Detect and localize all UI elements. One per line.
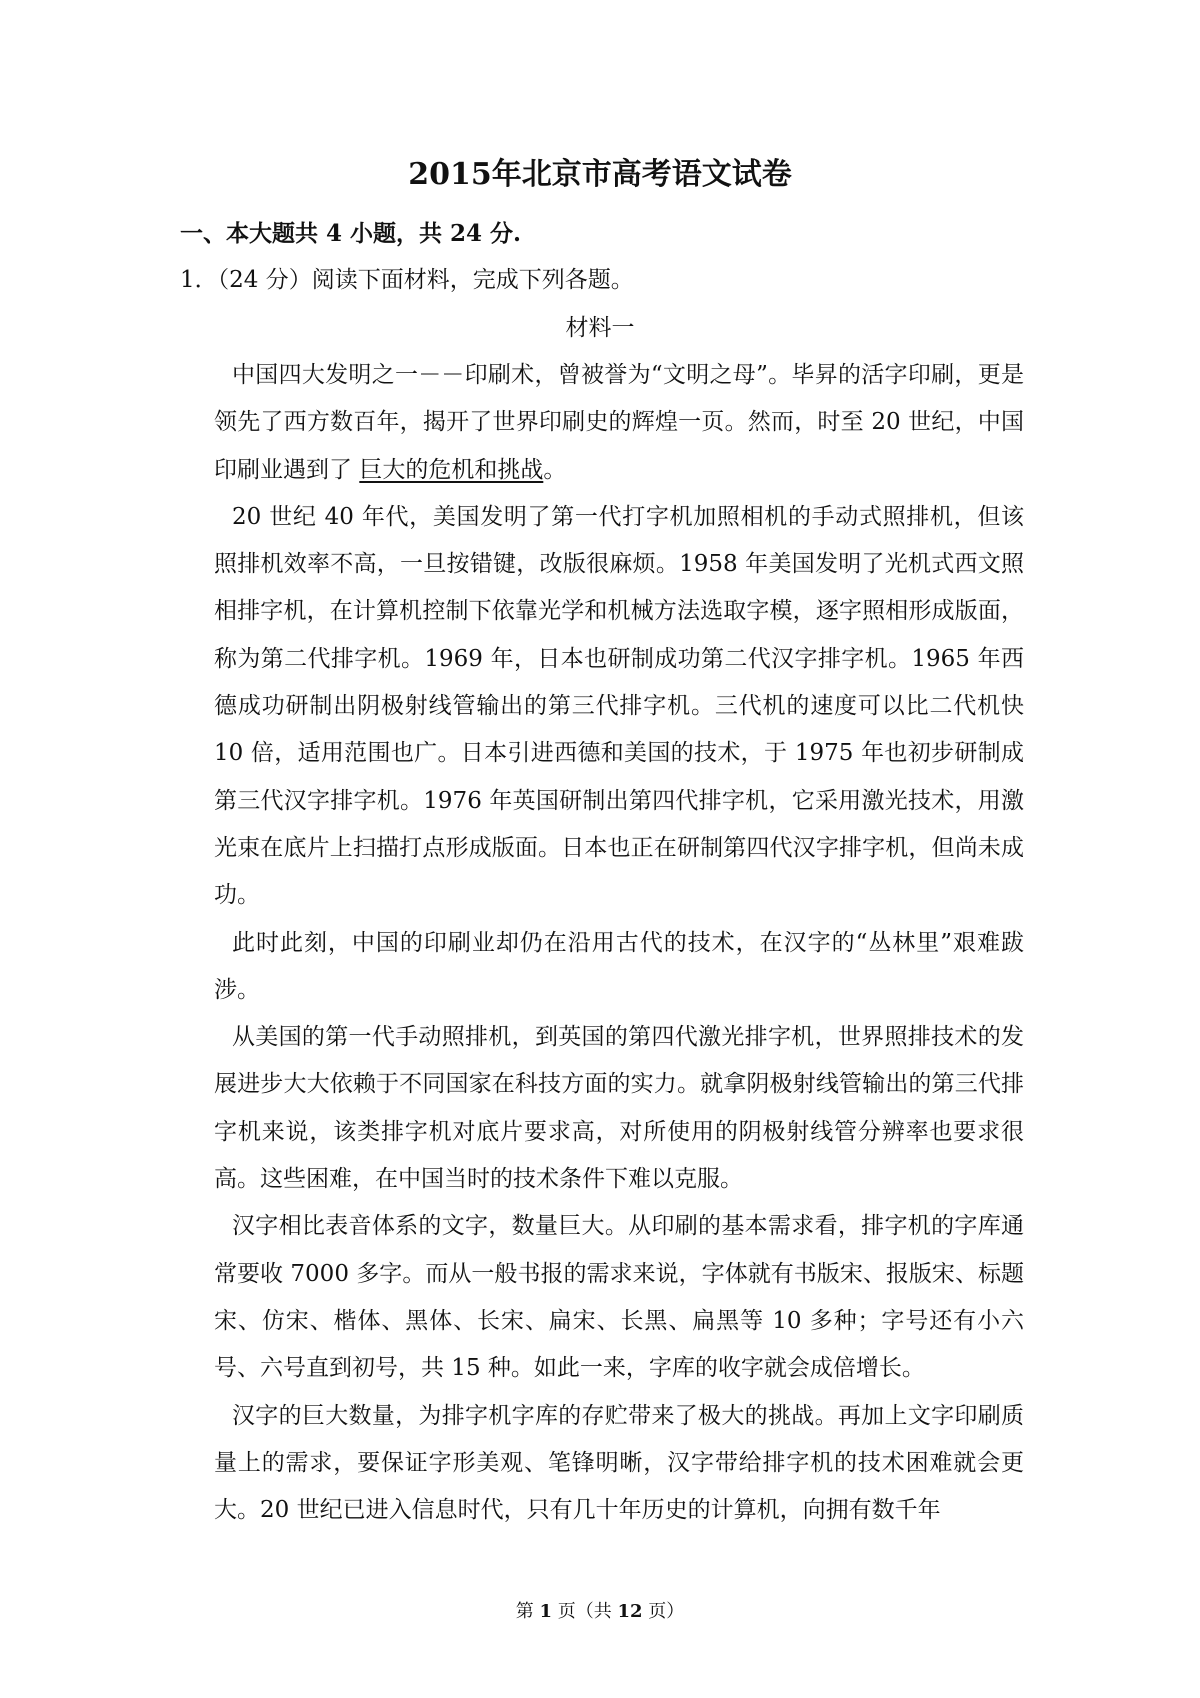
paragraph-1	[214, 352, 1024, 494]
footer-suffix: 页）	[642, 1601, 685, 1622]
section-heading: 一、本大题共 4 小题，共 24 分.	[180, 220, 522, 247]
exam-title: 2015年北京市高考语文试卷	[408, 157, 792, 192]
paragraph-1-after: 。	[543, 456, 567, 483]
material-body	[214, 352, 1024, 1534]
paragraph-5: 汉字相比表音体系的文字，数量巨大。从印刷的基本需求看，排字机的字库通常要收 7000 多字。而从一般书报的需求来说，字体就有书版宋、报版宋、标题宋、仿宋、楷体、黑体、长宋、扁宋、长黑、扁黑等 10 多种；字号还有小六号、六号直到初号，共 15 种。如此一来，字库的收字就会成倍增长。	[214, 1213, 1024, 1382]
page-footer	[0, 1600, 1200, 1624]
footer-prefix: 第	[515, 1601, 540, 1622]
footer-page-number: 1	[539, 1601, 552, 1622]
paragraph-2: 20 世纪 40 年代，美国发明了第一代打字机加照相机的手动式照排机，但该照排机效率不高，一旦按错键，改版很麻烦。1958 年美国发明了光机式西文照相排字机，在计算机控制下依靠光学和机械方法选取字模，逐字照相形成版面，称为第二代排字机。1969 年，日本也研制成功第二代汉字排字机。1965 年西德成功研制出阴极射线管输出的第三代排字机。三代机的速度可以比二代机快 10 倍，适用范围也广。日本引进西德和美国的技术，于 1975 年也初步研制成第三代汉字排字机。1976 年英国研制出第四代排字机，它采用激光技术，用激光束在底片上扫描打点形成版面。日本也正在研制第四代汉字排字机，但尚未成功。	[214, 503, 1024, 909]
paragraph-3: 此时此刻，中国的印刷业却仍在沿用古代的技术，在汉字的“丛林里”艰难跋涉。	[214, 929, 1024, 1003]
footer-middle: 页（共	[552, 1601, 618, 1622]
material-label: 材料一	[565, 315, 635, 341]
paragraph-4: 从美国的第一代手动照排机，到英国的第四代激光排字机，世界照排技术的发展进步大大依赖于不同国家在科技方面的实力。就拿阴极射线管输出的第三代排字机来说，该类排字机对底片要求高，对所使用的阴极射线管分辨率也要求很高。这些困难，在中国当时的技术条件下难以克服。	[214, 1024, 1024, 1193]
question-intro: 1．（24 分）阅读下面材料，完成下列各题。	[180, 267, 634, 293]
footer-total-pages: 12	[617, 1601, 643, 1622]
paragraph-6: 汉字的巨大数量，为排字机字库的存贮带来了极大的挑战。再加上文字印刷质量上的需求，要保证字形美观、笔锋明晰，汉字带给排字机的技术困难就会更大。20 世纪已进入信息时代，只有几十年历史的计算机，向拥有数千年	[214, 1402, 1024, 1524]
underlined-phrase: 巨大的危机和挑战	[359, 456, 544, 483]
paragraph-1-before: 中国四大发明之一－－印刷术，曾被誉为“文明之母”。毕昇的活字印刷，更是领先了西方数百年，揭开了世界印刷史的辉煌一页。然而，时至 20 世纪，中国印刷业遇到了	[214, 362, 1024, 483]
